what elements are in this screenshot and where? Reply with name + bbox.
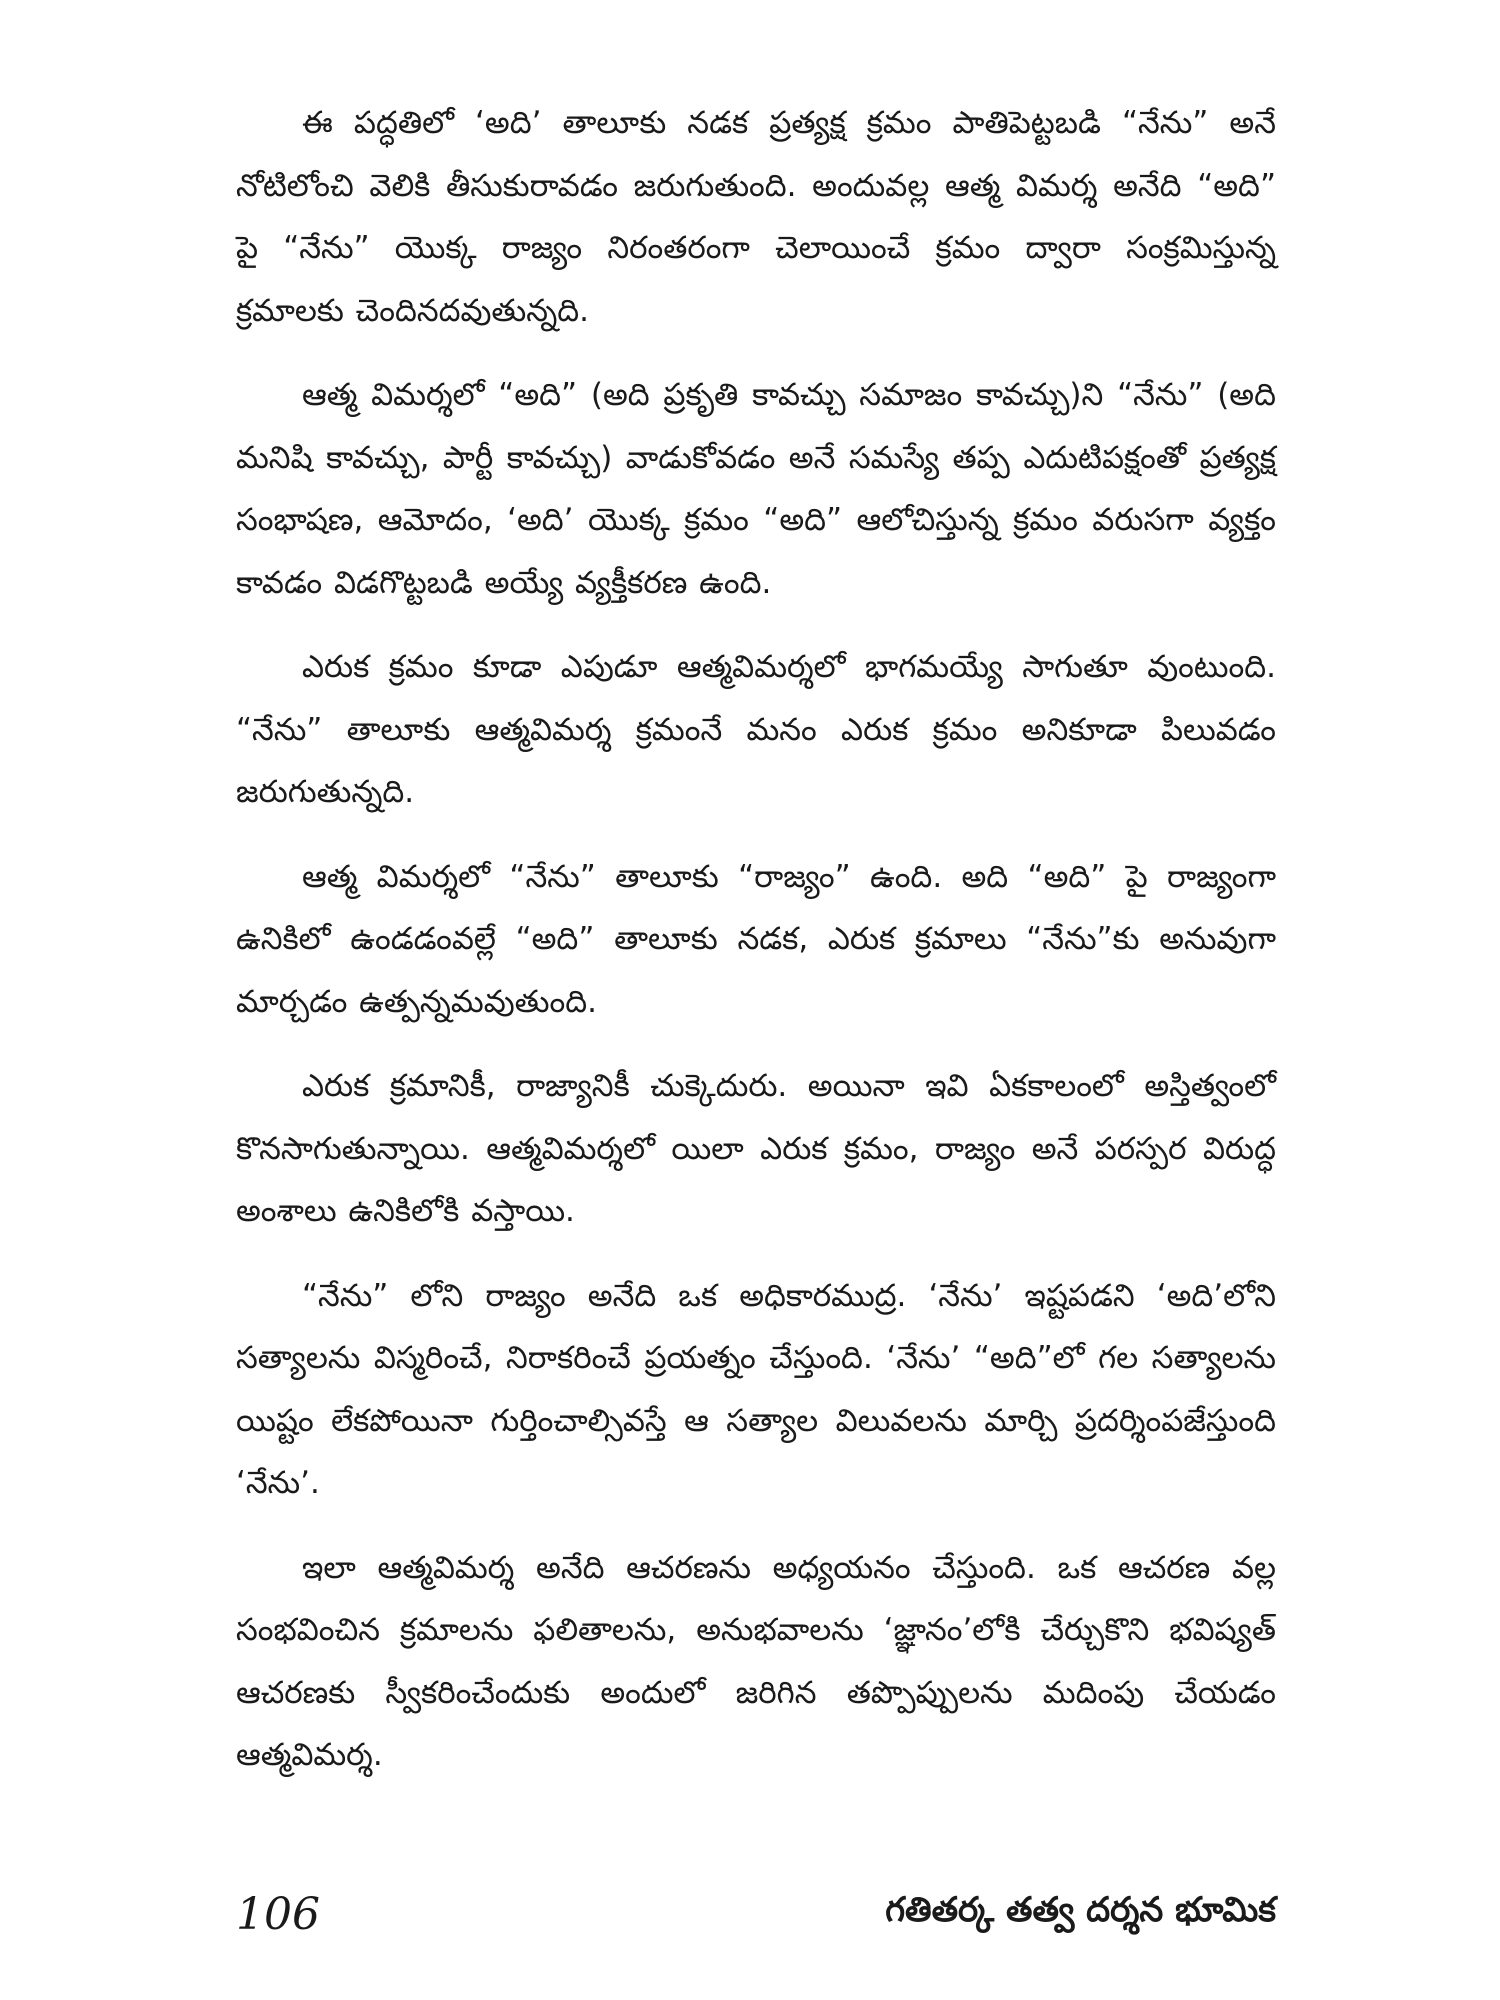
paragraph-7: ఇలా ఆత్మవిమర్శ అనేది ఆచరణను అధ్యయనం చేస్తుంది. ఒక ఆచరణ వల్ల సంభవించిన క్రమాలను ఫలితాలను, అనుభవాలను ‘జ్ఞానం’లోకి చేర్చుకొని భవిష్యత్ ఆచరణకు స్వీకరించేందుకు అందులో జరిగిన తప్పొప్పులను మదింపు చేయడం ఆత్మవిమర్శ. [236, 1549, 1276, 1773]
paragraph-1: ఈ పద్ధతిలో ‘అది’ తాలూకు నడక ప్రత్యక్ష క్రమం పాతిపెట్టబడి “నేను” అనే నోటిలోంచి వెలికి తీసుకురావడం జరుగుతుంది. అందువల్ల ఆత్మ విమర్శ అనేది “అది” పై “నేను” యొక్క రాజ్యం నిరంతరంగా చెలాయించే క్రమం ద్వారా సంక్రమిస్తున్న క్రమాలకు చెందినదవుతున్నది. [236, 105, 1276, 329]
paragraph-3: ఎరుక క్రమం కూడా ఎపుడూ ఆత్మవిమర్శలో భాగమయ్యే సాగుతూ వుంటుంది. “నేను” తాలూకు ఆత్మవిమర్శ క్రమంనే మనం ఎరుక క్రమం అనికూడా పిలువడం జరుగుతున్నది. [236, 649, 1276, 810]
paragraph-6: “నేను” లోని రాజ్యం అనేది ఒక అధికారముద్ర. ‘నేను’ ఇష్టపడని ‘అది’లోని సత్యాలను విస్మరించే, నిరాకరించే ప్రయత్నం చేస్తుంది. ‘నేను’ “అది”లో గల సత్యాలను యిష్టం లేకపోయినా గుర్తించాల్సివస్తే ఆ సత్యాల విలువలను మార్చి ప్రదర్శింపజేస్తుంది ‘నేను’. [236, 1277, 1276, 1501]
page-footer [236, 1884, 1276, 1944]
paragraph-2: ఆత్మ విమర్శలో “అది” (అది ప్రకృతి కావచ్చు సమాజం కావచ్చు)ని “నేను” (అది మనిషి కావచ్చు, పార్టీ కావచ్చు) వాడుకోవడం అనే సమస్యే తప్ప ఎదుటిపక్షంతో ప్రత్యక్ష సంభాషణ, ఆమోదం, ‘అది’ యొక్క క్రమం “అది” ఆలోచిస్తున్న క్రమం వరుసగా వ్యక్తం కావడం విడగొట్టబడి అయ్యే వ్యక్తీకరణ ఉంది. [236, 377, 1276, 601]
page-number: 106 [236, 1888, 320, 1940]
page-body [236, 92, 1276, 1922]
paragraph-4: ఆత్మ విమర్శలో “నేను” తాలూకు “రాజ్యం” ఉంది. అది “అది” పై రాజ్యంగా ఉనికిలో ఉండడంవల్లే “అది” తాలూకు నడక, ఎరుక క్రమాలు “నేను”కు అనువుగా మార్చడం ఉత్పన్నమవుతుంది. [236, 858, 1276, 1020]
book-title: గతితర్క తత్వ దర్శన భూమిక [885, 1890, 1276, 1930]
paragraph-5: ఎరుక క్రమానికీ, రాజ్యానికీ చుక్కెదురు. అయినా ఇవి ఏకకాలంలో అస్తిత్వంలో కొనసాగుతున్నాయి. ఆత్మవిమర్శలో యిలా ఎరుక క్రమం, రాజ్యం అనే పరస్పర విరుద్ధ అంశాలు ఉనికిలోకి వస్తాయి. [236, 1068, 1276, 1229]
